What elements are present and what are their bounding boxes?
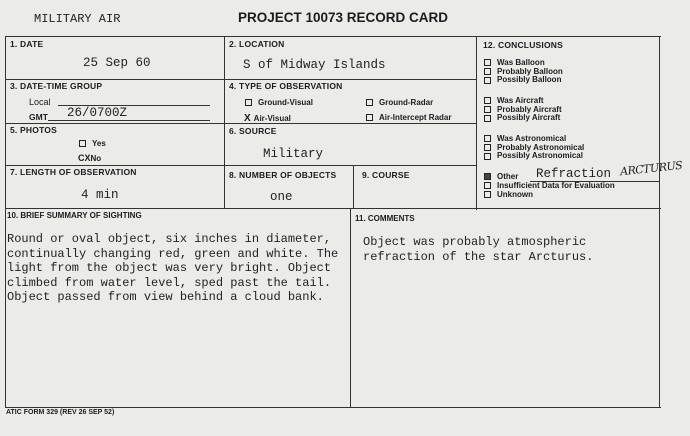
- checkbox-icon: [484, 97, 491, 104]
- conclusions-group-astronomical: [484, 135, 584, 161]
- option-label: Possibly Astronomical: [497, 151, 583, 161]
- conclusions-group-balloon: [484, 59, 563, 85]
- photos-label: 5. PHOTOS: [10, 125, 57, 135]
- option-label: Unknown: [497, 189, 533, 199]
- option-label: Was Aircraft: [497, 96, 544, 105]
- checkbox-icon: [366, 114, 373, 121]
- conclusion-possibly-aircraft[interactable]: [484, 114, 562, 123]
- type-of-observation-label: 4. TYPE OF OBSERVATION: [229, 81, 343, 91]
- checkbox-icon: [484, 59, 491, 66]
- number-of-objects-value: one: [270, 190, 293, 204]
- handwritten-note: ARCTURUS: [619, 158, 683, 179]
- option-label: Insufficient Data for Evaluation: [497, 181, 615, 190]
- location-value: S of Midway Islands: [243, 58, 386, 72]
- summary-text: [7, 232, 338, 305]
- military-air-stamp: MILITARY AIR: [34, 12, 121, 26]
- page-title: PROJECT 10073 RECORD CARD: [238, 10, 449, 25]
- date-time-group-label: 3. DATE-TIME GROUP: [10, 81, 103, 91]
- summary-label: 10. BRIEF SUMMARY OF SIGHTING: [7, 211, 142, 220]
- option-label: Air-Intercept Radar: [379, 113, 452, 122]
- gmt-line: [48, 120, 210, 121]
- option-label: Was Astronomical: [497, 134, 567, 143]
- conclusions-divider: [476, 36, 477, 210]
- source-value: Military: [263, 147, 324, 161]
- option-label: Air-Visual: [253, 114, 291, 123]
- checkbox-icon: [484, 115, 491, 122]
- conclusions-group-aircraft: [484, 97, 562, 123]
- option-label: Probably Balloon: [497, 66, 563, 76]
- summary-line: Round or oval object, six inches in diameter,: [7, 232, 332, 246]
- comments-label: 11. COMMENTS: [355, 214, 415, 223]
- checked-box-icon: [484, 173, 491, 180]
- summary-line: Object passed from view behind a cloud bank.: [7, 290, 324, 304]
- option-label: Ground-Visual: [258, 98, 313, 107]
- checkbox-icon: [484, 77, 491, 84]
- checkbox-icon: [484, 144, 491, 151]
- number-of-objects-label: 8. NUMBER OF OBJECTS: [229, 170, 337, 180]
- col-divider-10-11: [350, 208, 351, 407]
- gmt-value: 26/0700Z: [67, 106, 128, 120]
- checkbox-icon: [366, 99, 373, 106]
- checkbox-icon: [79, 140, 86, 147]
- source-label: 6. SOURCE: [229, 126, 277, 136]
- row-line: [5, 165, 476, 166]
- comment-line: Object was probably atmospheric: [363, 235, 587, 249]
- checkbox-icon: [484, 135, 491, 142]
- col-divider-8-9: [353, 165, 354, 208]
- checkbox-icon: [245, 99, 252, 106]
- frame-top: [5, 36, 661, 37]
- row-line: [5, 208, 661, 209]
- checkbox-icon: [484, 106, 491, 113]
- conclusion-possibly-astronomical[interactable]: [484, 152, 584, 161]
- option-label: Possibly Balloon: [497, 75, 562, 85]
- option-label: Yes: [92, 139, 106, 148]
- date-label: 1. DATE: [10, 39, 44, 49]
- course-label: 9. COURSE: [362, 170, 410, 180]
- option-label: Probably Aircraft: [497, 104, 562, 114]
- option-air-intercept-radar[interactable]: [366, 113, 451, 122]
- conclusion-possibly-balloon[interactable]: [484, 76, 563, 85]
- checkbox-icon: [484, 68, 491, 75]
- checkbox-icon: [484, 191, 491, 198]
- checkbox-icon: [484, 182, 491, 189]
- col-divider: [224, 36, 225, 208]
- photos-yes[interactable]: [79, 139, 106, 148]
- summary-line: continually changing red, green and white. The: [7, 246, 339, 261]
- photos-no[interactable]: [78, 153, 101, 163]
- option-label: Other: [497, 172, 519, 181]
- option-label: Ground-Radar: [379, 98, 434, 107]
- conclusions-group-other: [484, 182, 615, 199]
- checkbox-icon: [484, 153, 491, 160]
- conclusion-unknown[interactable]: [484, 191, 615, 200]
- option-label: Possibly Aircraft: [497, 113, 561, 123]
- length-value: 4 min: [81, 188, 119, 202]
- comments-text: [363, 235, 593, 264]
- option-label: Probably Astronomical: [497, 142, 585, 152]
- row-line: [5, 79, 476, 80]
- gmt-label: GMT: [29, 112, 48, 122]
- local-label: Local: [29, 97, 51, 107]
- form-footer: ATIC FORM 329 (REV 26 SEP 52): [6, 409, 115, 416]
- conclusions-label: 12. CONCLUSIONS: [483, 40, 563, 50]
- other-value: Refraction: [536, 167, 612, 181]
- checked-x-icon: X: [244, 113, 251, 124]
- option-ground-visual[interactable]: [245, 98, 313, 107]
- row-line: [5, 123, 476, 124]
- date-value: 25 Sep 60: [83, 56, 151, 70]
- option-label: No: [90, 154, 102, 163]
- option-ground-radar[interactable]: [366, 98, 433, 107]
- summary-line: climbed from water level, sped past the tail.: [7, 275, 332, 290]
- location-label: 2. LOCATION: [229, 39, 285, 49]
- option-label: Was Balloon: [497, 58, 545, 67]
- length-label: 7. LENGTH OF OBSERVATION: [10, 167, 137, 177]
- frame-bottom: [5, 407, 661, 408]
- comment-line: refraction of the star Arcturus.: [363, 249, 594, 264]
- summary-line: light from the object was very bright. Object: [7, 261, 332, 275]
- checked-x-icon: CX: [78, 153, 91, 163]
- frame-left: [5, 36, 6, 408]
- option-air-visual[interactable]: [244, 113, 291, 124]
- frame-right: [659, 36, 660, 408]
